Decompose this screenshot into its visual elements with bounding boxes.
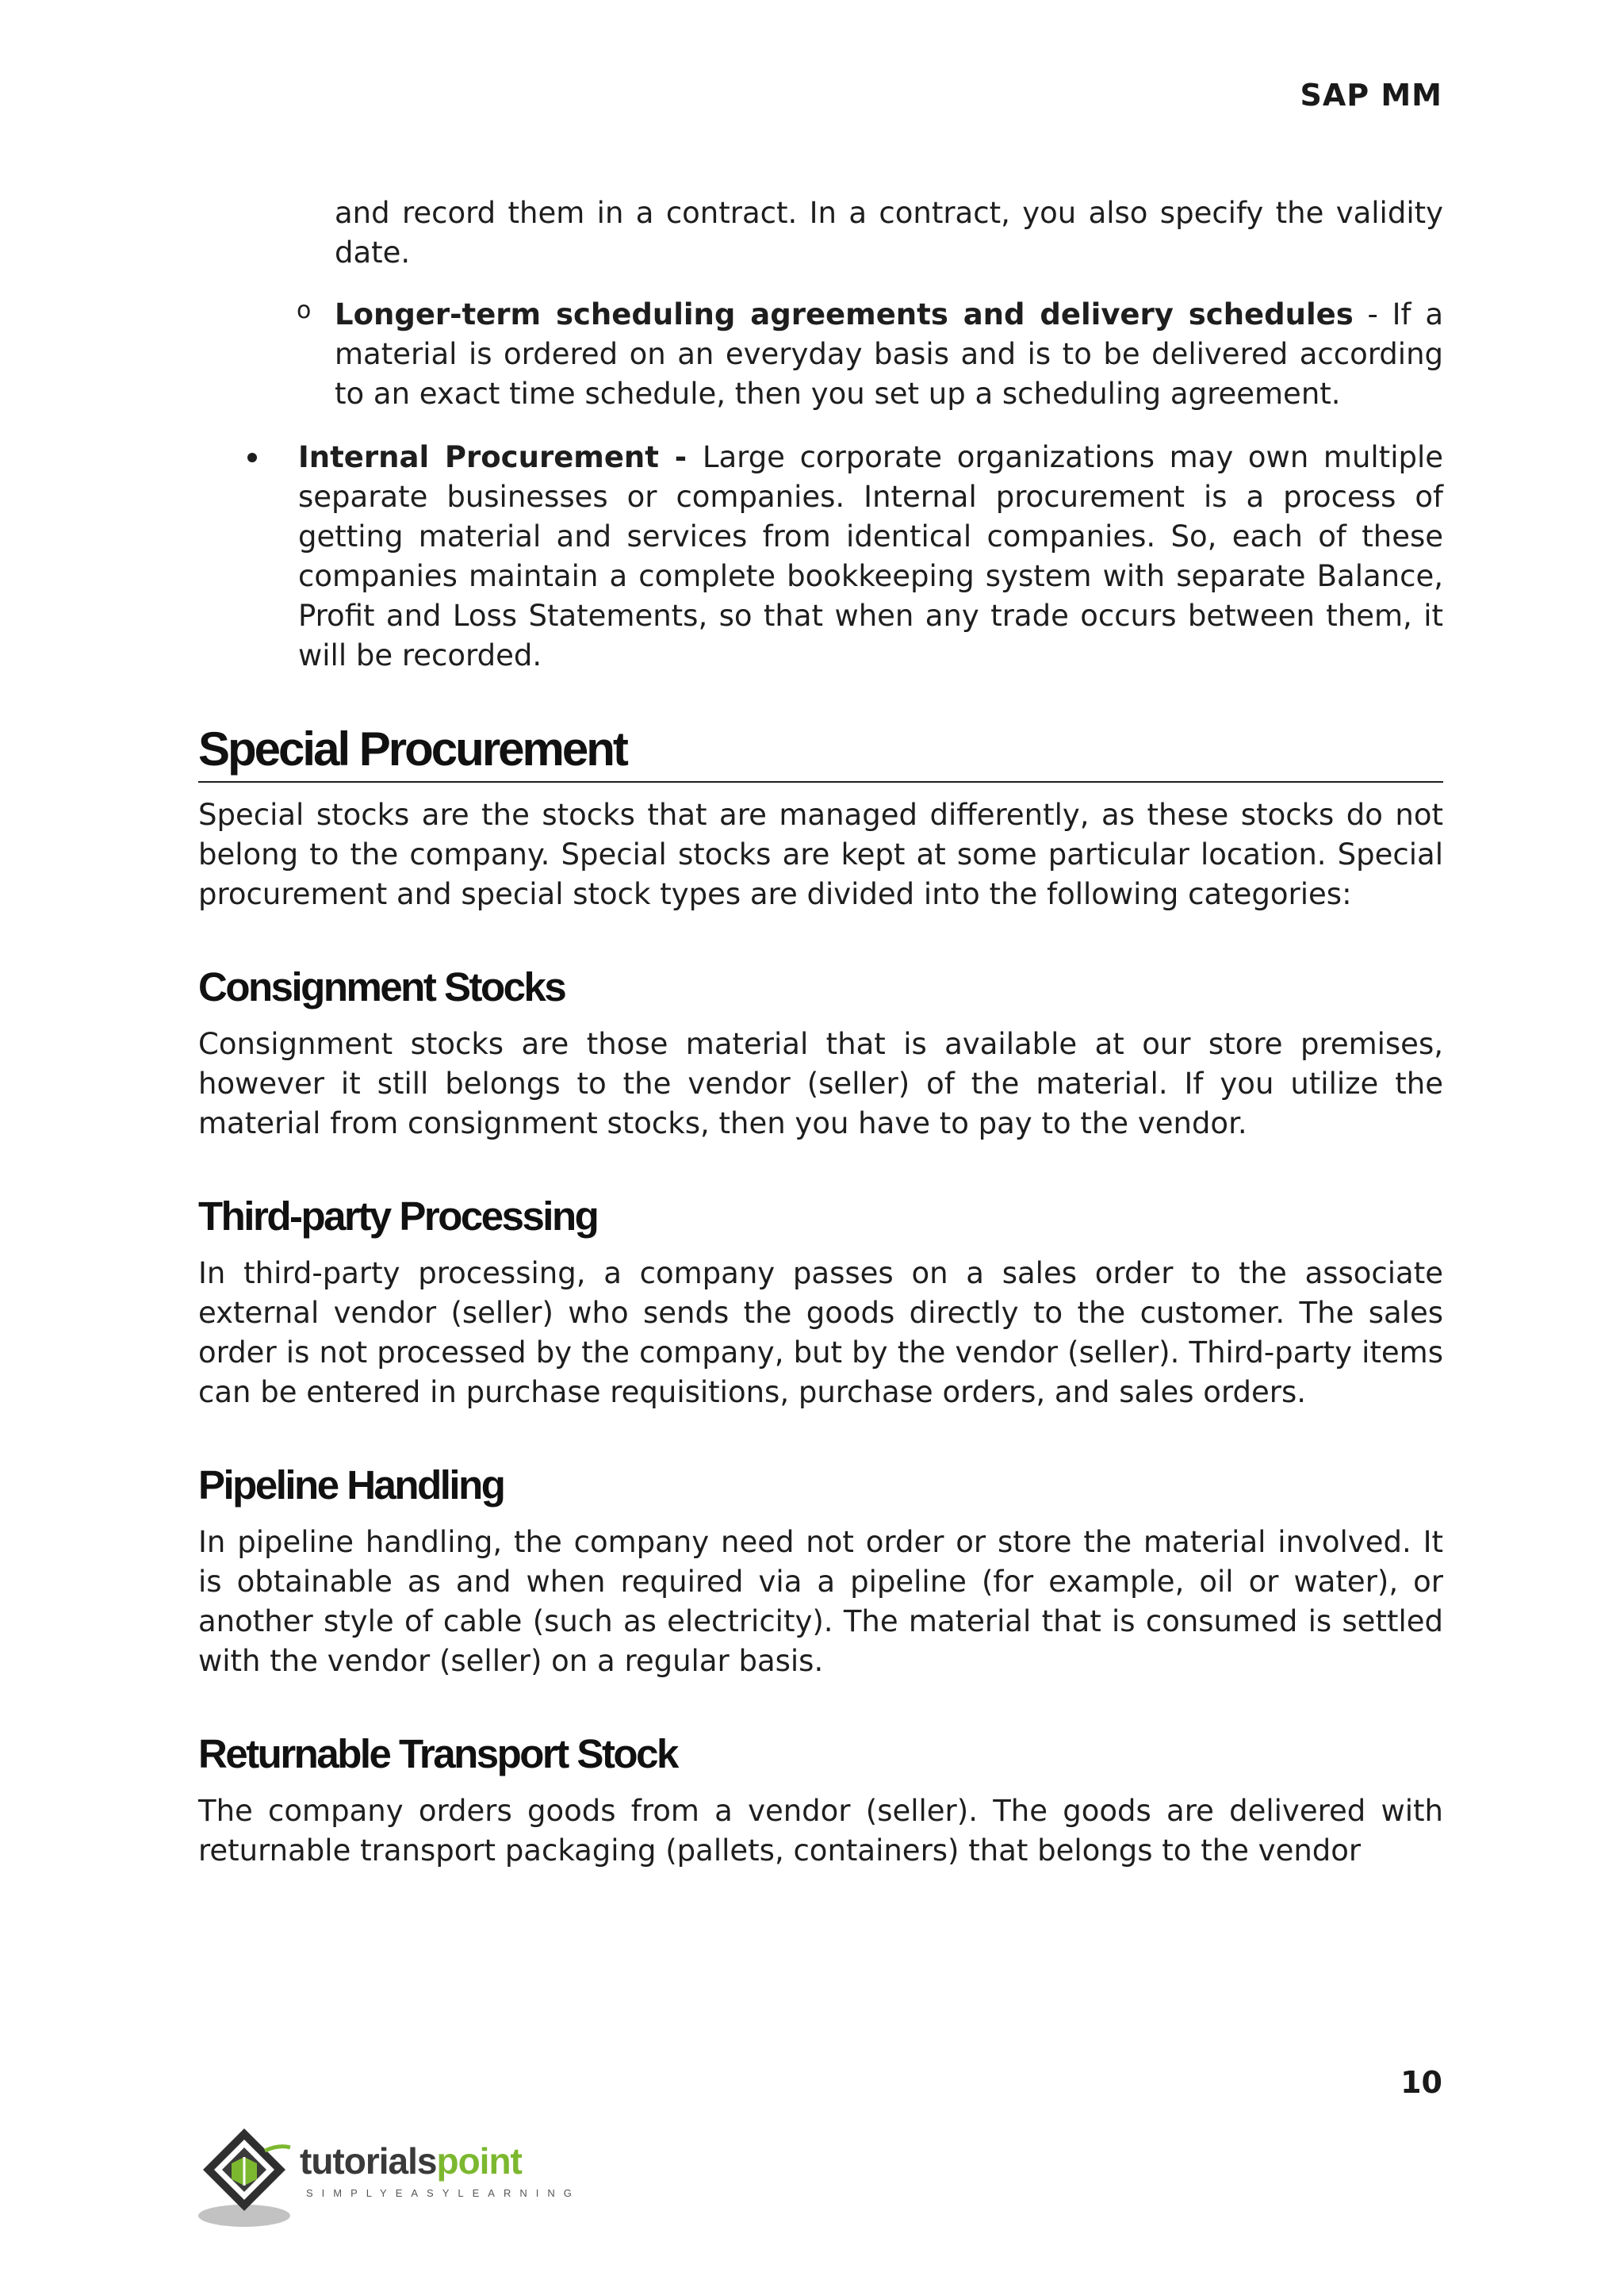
sub-list-item xyxy=(297,295,1443,414)
section-heading-special-procurement: Special Procurement xyxy=(198,722,1443,783)
page-number: 10 xyxy=(1400,2065,1442,2100)
page-header: SAP MM xyxy=(1300,78,1442,113)
logo-emblem-icon xyxy=(197,2122,300,2233)
logo-word-tutorials: tutorials xyxy=(300,2140,437,2182)
subheading-consignment-stocks: Consignment Stocks xyxy=(198,964,565,1010)
logo-word-point: point xyxy=(436,2140,522,2182)
bullet-dot-icon xyxy=(247,453,257,462)
circle-bullet-icon: o xyxy=(297,297,312,324)
sub-item-text: - If a material is ordered on an everyday basis and is to be delivered according to an exact time schedule, then you set up a scheduling agreement. xyxy=(335,297,1443,411)
intro-continuation: and record them in a contract. In a contract, you also specify the validity date. xyxy=(335,196,1443,270)
page-content xyxy=(198,193,1443,1871)
consignment-stocks-paragraph: Consignment stocks are those material that is available at our store premises, however it still belongs to the vendor (seller) of the material. If you utilize the material from consignment stocks, then you have to pay to the vendor. xyxy=(198,1027,1443,1140)
sub-item-term: Longer-term scheduling agreements and delivery schedules xyxy=(335,297,1354,331)
subheading-returnable-transport-stock: Returnable Transport Stock xyxy=(198,1731,677,1776)
returnable-transport-stock-paragraph: The company orders goods from a vendor (seller). The goods are delivered with returnable transport packaging (pallets, containers) that belongs to the vendor xyxy=(198,1794,1443,1868)
bullet-item-text: Large corporate organizations may own multiple separate businesses or companies. Internal procurement is a process of getting material and services from identical companies. So, each of these companies maintain a complete bookkeeping system with separate Balance, Profit and Loss Statements, so that when any trade occurs between them, it will be recorded. xyxy=(298,440,1443,672)
pipeline-handling-paragraph: In pipeline handling, the company need not order or store the material involved. It is obtainable as and when required via a pipeline (for example, oil or water), or another style of cable (such as electricity). The material that is consumed is settled with the vendor (seller) on a regular basis. xyxy=(198,1525,1443,1678)
tutorialspoint-logo xyxy=(197,2122,580,2233)
sub-item-paragraph xyxy=(335,295,1443,414)
bullet-item-term: Internal Procurement - xyxy=(298,440,703,474)
logo-tagline: SIMPLYEASYLEARNING xyxy=(306,2187,580,2199)
subheading-pipeline-handling: Pipeline Handling xyxy=(198,1462,504,1508)
bullet-list-item xyxy=(298,438,1443,676)
third-party-processing-paragraph: In third-party processing, a company passes on a sales order to the associate external vendor (seller) who sends the goods directly to the customer. The sales order is not processed by the company, but by the vendor (seller). Third-party items can be entered in purchase requisitions, purchase orders, and sales orders. xyxy=(198,1256,1443,1409)
special-procurement-paragraph: Special stocks are the stocks that are managed differently, as these stocks do not belong to the company. Special stocks are kept at some particular location. Special procurement and special stock types are divided into the following categories: xyxy=(198,798,1443,911)
logo-wordmark xyxy=(300,2140,522,2182)
bullet-item-paragraph xyxy=(298,438,1443,676)
subheading-third-party-processing: Third-party Processing xyxy=(198,1193,598,1239)
